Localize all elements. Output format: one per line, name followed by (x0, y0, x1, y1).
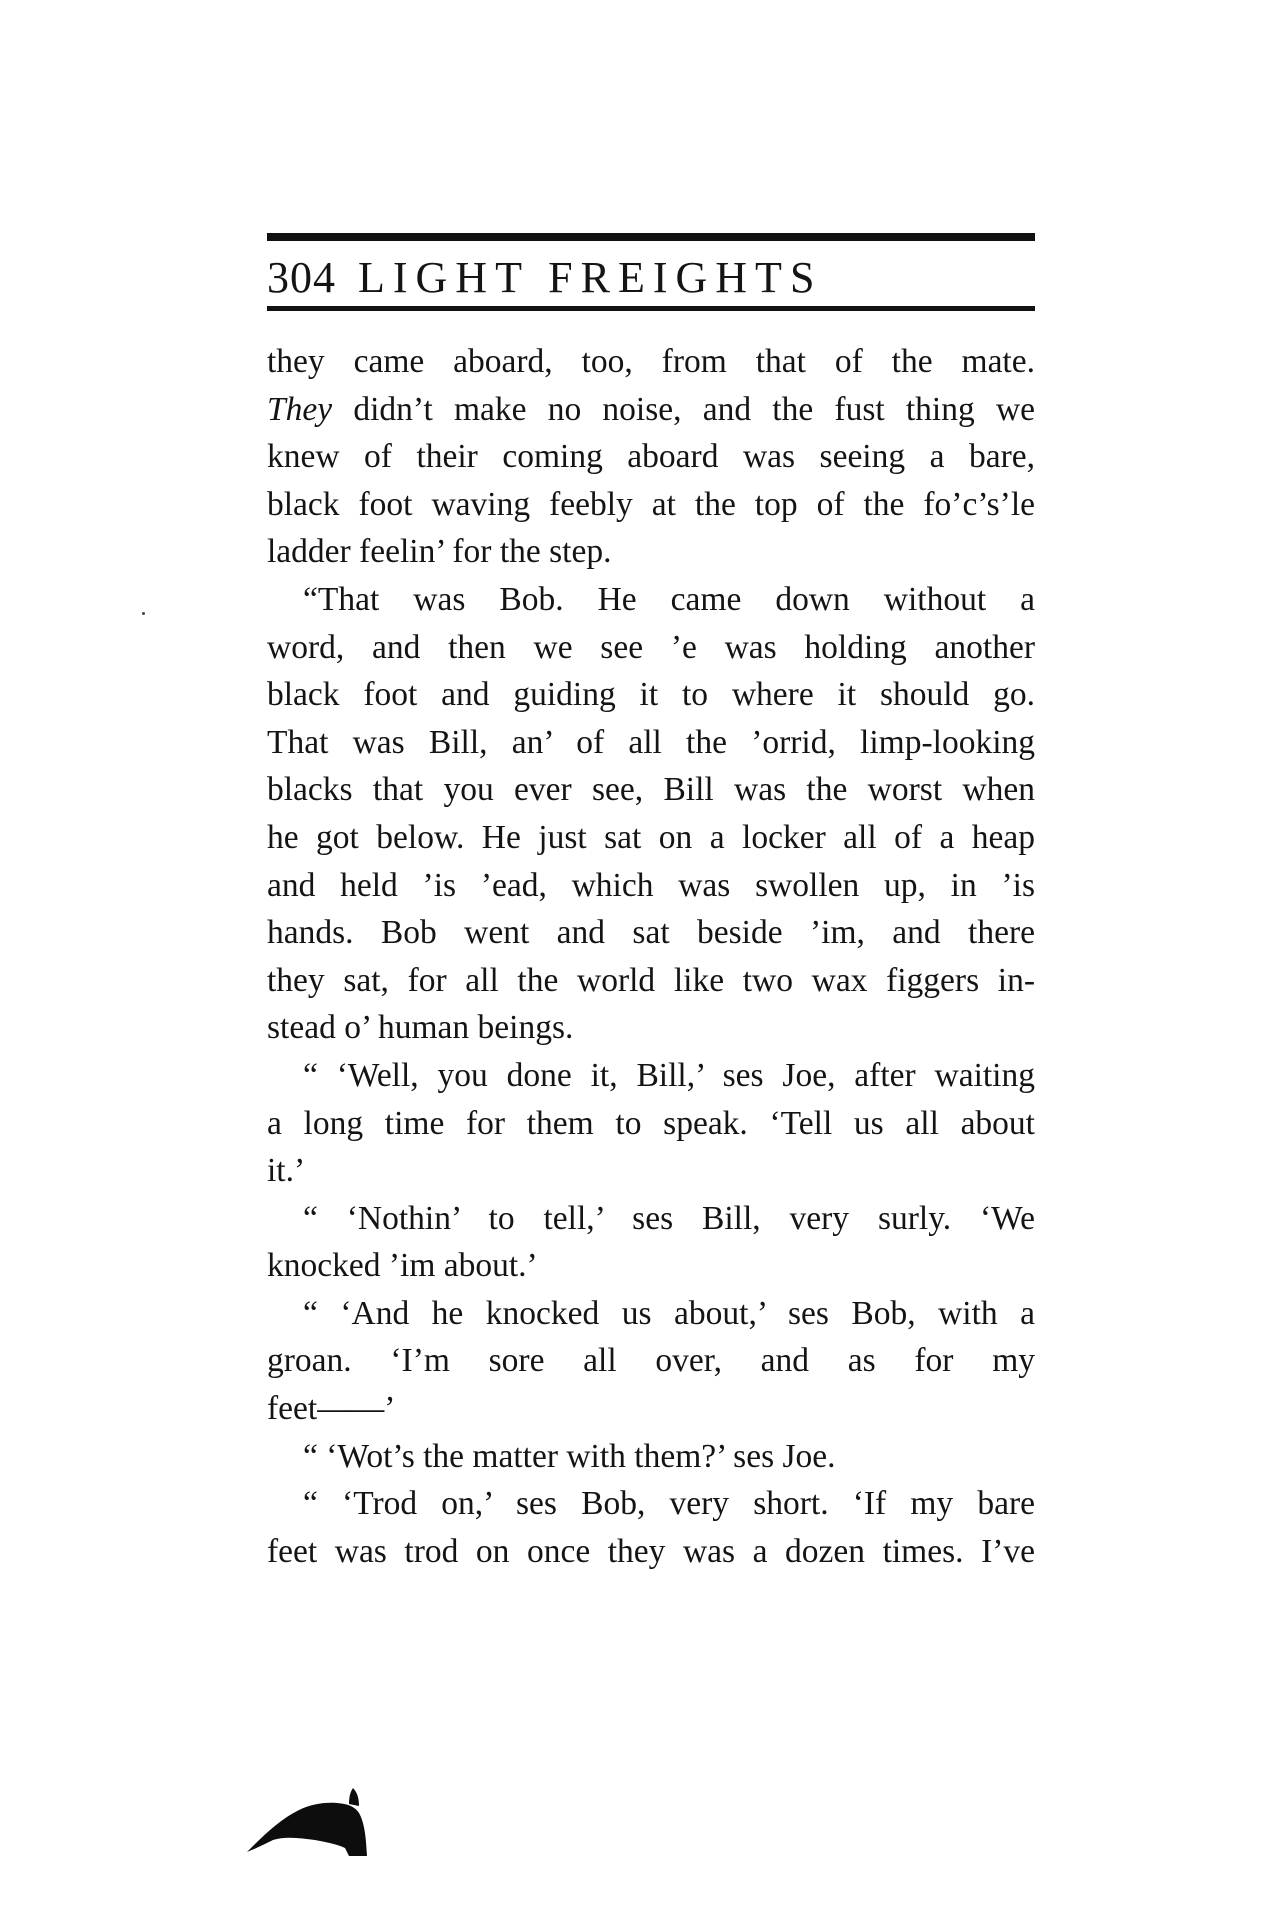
text-line: ladder feelin’ for the step. (267, 533, 612, 571)
text-line: he got below. He just sat on a locker all of a heap (267, 818, 1035, 856)
text-line: black foot waving feebly at the top of the fo’c’s’le (267, 485, 1035, 523)
text-line (267, 386, 1035, 434)
text-line: groan. ‘I’m sore all over, and as for my (267, 1342, 1035, 1380)
text-line: feet was trod on once they was a dozen times. I’ve (267, 1532, 1035, 1570)
text-line: “ ‘Nothin’ to tell,’ ses Bill, very surly. ‘We (303, 1199, 1035, 1237)
text-line: “ ‘And he knocked us about,’ ses Bob, with a (303, 1294, 1035, 1332)
page-number: 304 (267, 253, 336, 302)
text-line: stead o’ human beings. (267, 1009, 574, 1047)
book-title: LIGHT FREIGHTS (358, 253, 823, 302)
text-line: hands. Bob went and sat beside ’im, and there (267, 914, 1035, 952)
text-line: That was Bill, an’ of all the ’orrid, limp-looking (267, 723, 1035, 761)
header-rule-top (267, 233, 1035, 241)
text-line: they sat, for all the world like two wax figgers in- (267, 961, 1035, 999)
margin-speck (142, 612, 145, 615)
text-line: blacks that you ever see, Bill was the worst when (267, 771, 1035, 809)
text-line: “ ‘Trod on,’ ses Bob, very short. ‘If my bare (303, 1485, 1035, 1523)
text-line: “ ‘Well, you done it, Bill,’ ses Joe, after waiting (303, 1056, 1035, 1094)
text-line: “ ‘Wot’s the matter with them?’ ses Joe. (303, 1437, 836, 1475)
ink-blot-ornament (245, 1758, 395, 1858)
text-line: “That was Bob. He came down without a (303, 580, 1035, 618)
text-line: feet——’ (267, 1390, 396, 1428)
running-head (267, 252, 1035, 304)
text-line: and held ’is ’ead, which was swollen up, in ’is (267, 866, 1035, 904)
text-line: they came aboard, too, from that of the mate. (267, 343, 1035, 380)
body-text (267, 338, 1035, 1575)
text-line: word, and then we see ’e was holding another (267, 628, 1035, 666)
text-line: a long time for them to speak. ‘Tell us all about (267, 1104, 1035, 1142)
text-line: knocked ’im about.’ (267, 1247, 538, 1285)
text-line: it.’ (267, 1152, 306, 1190)
text-line-rest: didn’t make no noise, and the fust thing we (353, 390, 1036, 428)
text-line: knew of their coming aboard was seeing a bare, (267, 438, 1035, 476)
header-rule-bottom (267, 306, 1035, 311)
text-line: black foot and guiding it to where it should go. (267, 676, 1035, 714)
italic-word: They (267, 390, 333, 428)
